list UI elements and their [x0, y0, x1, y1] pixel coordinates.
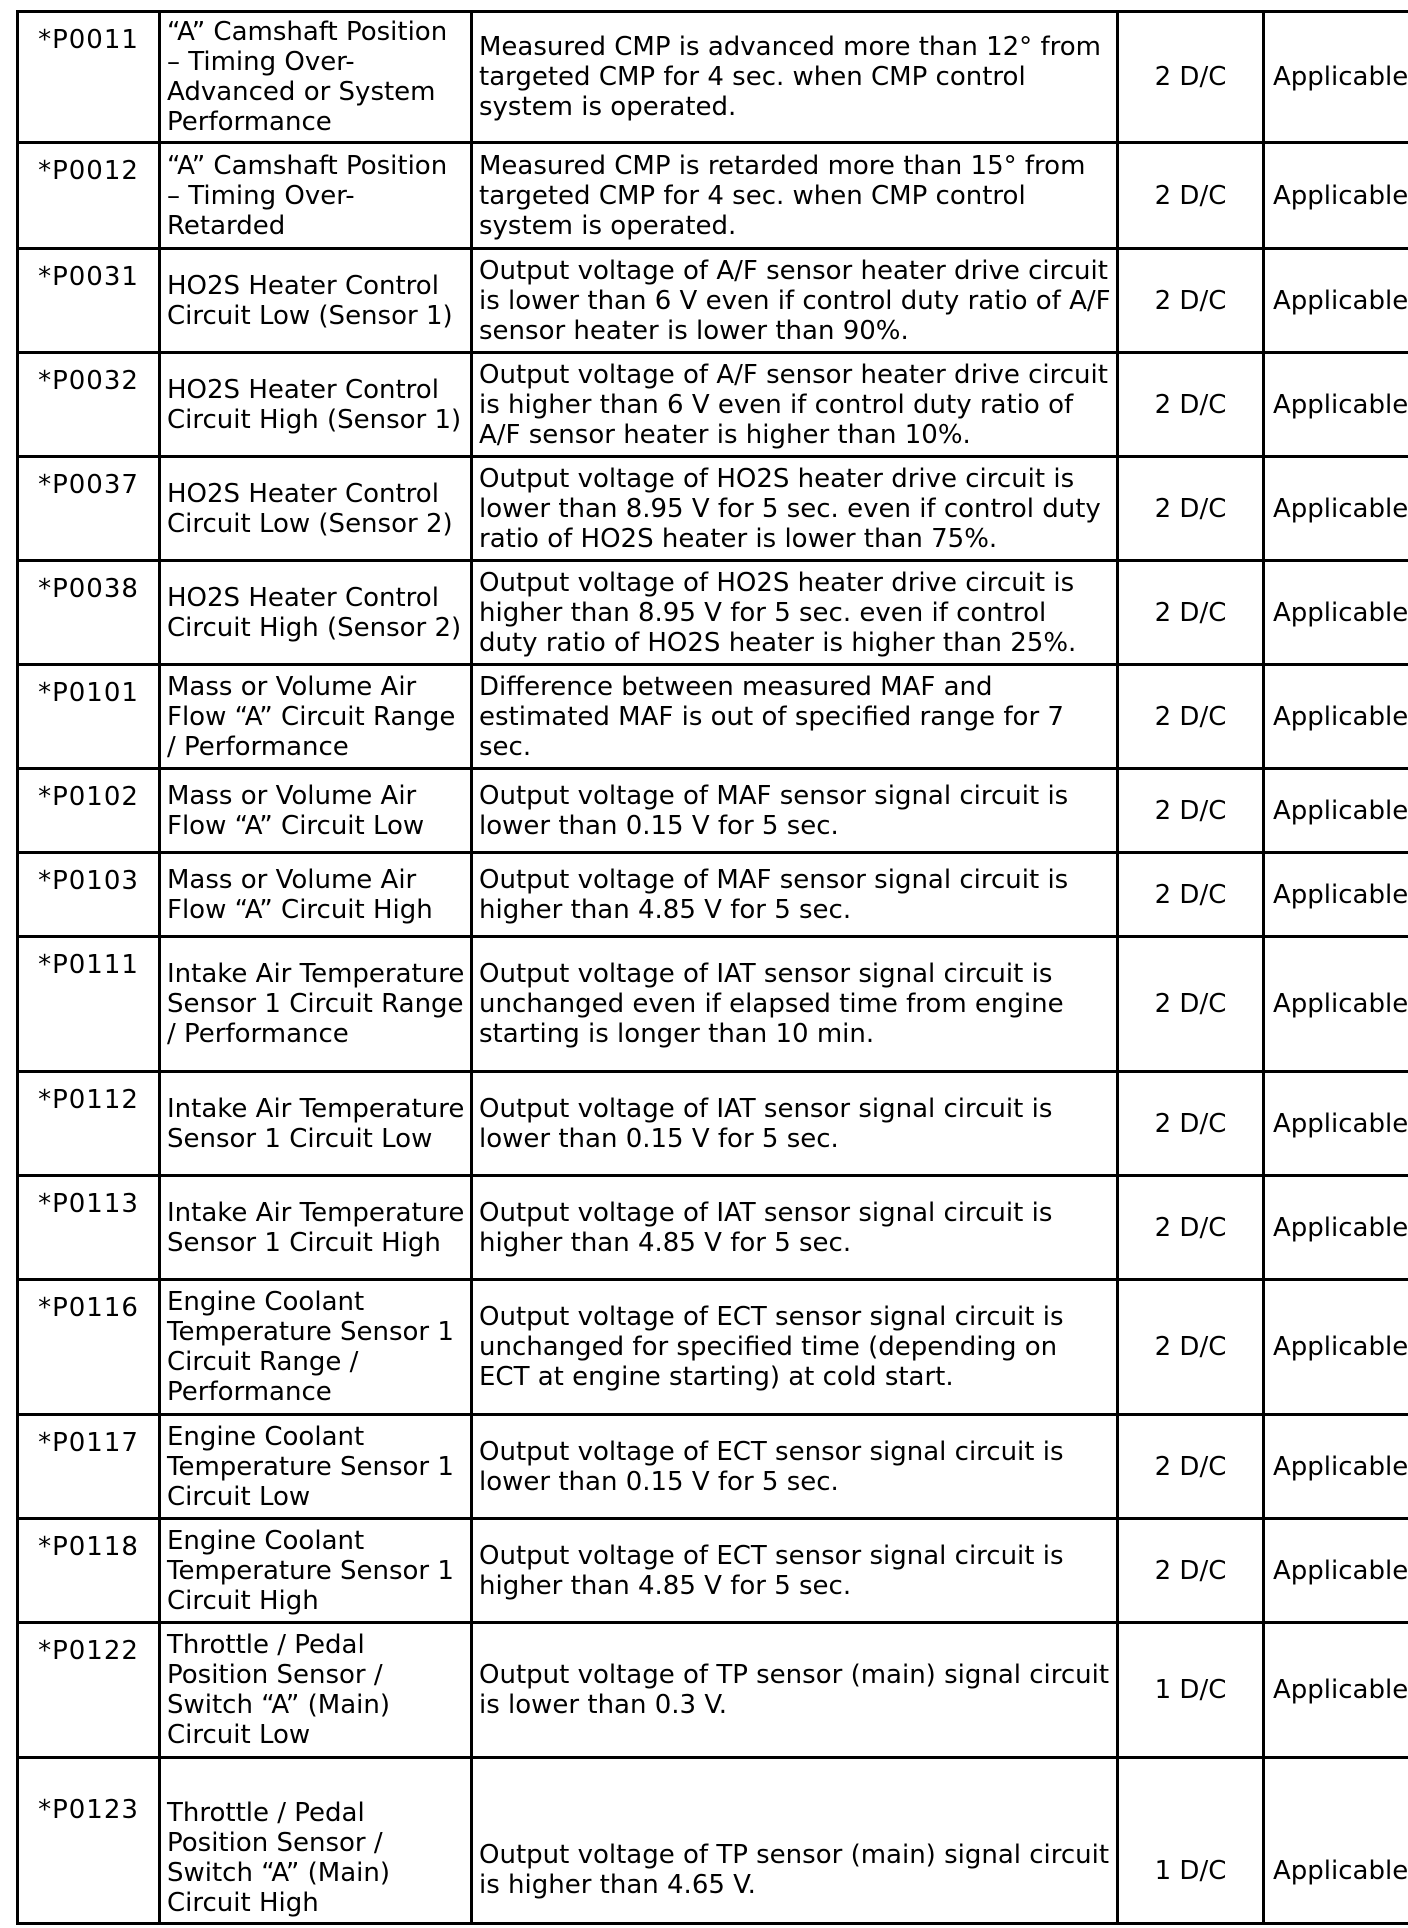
trip-detection: 2 D/C — [1118, 249, 1264, 353]
dtc-code: *P0037 — [18, 457, 160, 561]
mil-status: Applicable — [1264, 665, 1408, 769]
detection-item: “A” Camshaft Position – Timing Over-Advanced or System Performance — [160, 12, 472, 143]
trip-detection: 1 D/C — [1118, 1758, 1264, 1924]
detection-item: Throttle / Pedal Position Sensor / Switch “A” (Main) Circuit Low — [160, 1623, 472, 1758]
dtc-code: *P0122 — [18, 1623, 160, 1758]
dtc-code: *P0113 — [18, 1176, 160, 1280]
mil-status: Applicable — [1264, 853, 1408, 937]
trip-detection: 2 D/C — [1118, 1519, 1264, 1623]
dtc-code: *P0111 — [18, 937, 160, 1072]
dtc-code: *P0103 — [18, 853, 160, 937]
detection-condition: Output voltage of IAT sensor signal circuit is higher than 4.85 V for 5 sec. — [472, 1176, 1118, 1280]
trip-detection: 2 D/C — [1118, 937, 1264, 1072]
dtc-code: *P0101 — [18, 665, 160, 769]
dtc-code: *P0032 — [18, 353, 160, 457]
detection-item: HO2S Heater Control Circuit High (Sensor 2) — [160, 561, 472, 665]
trip-detection: 2 D/C — [1118, 665, 1264, 769]
dtc-code: *P0116 — [18, 1280, 160, 1415]
dtc-code: *P0112 — [18, 1072, 160, 1176]
table-row — [18, 1072, 1408, 1176]
dtc-table — [16, 10, 1408, 1925]
table-row — [18, 937, 1408, 1072]
mil-status: Applicable — [1264, 1519, 1408, 1623]
dtc-code: *P0038 — [18, 561, 160, 665]
dtc-code: *P0011 — [18, 12, 160, 143]
trip-detection: 2 D/C — [1118, 1280, 1264, 1415]
detection-condition: Output voltage of ECT sensor signal circuit is higher than 4.85 V for 5 sec. — [472, 1519, 1118, 1623]
detection-item: Throttle / Pedal Position Sensor / Switch “A” (Main) Circuit High — [160, 1758, 472, 1924]
mil-status: Applicable — [1264, 937, 1408, 1072]
detection-condition: Output voltage of A/F sensor heater drive circuit is higher than 6 V even if control duty ratio of A/F sensor heater is higher than 10%. — [472, 353, 1118, 457]
table-row — [18, 1176, 1408, 1280]
table-row — [18, 457, 1408, 561]
detection-condition: Measured CMP is retarded more than 15° from targeted CMP for 4 sec. when CMP control system is operated. — [472, 143, 1118, 249]
detection-condition: Output voltage of IAT sensor signal circuit is unchanged even if elapsed time from engine starting is longer than 10 min. — [472, 937, 1118, 1072]
mil-status: Applicable — [1264, 1758, 1408, 1924]
table-row — [18, 769, 1408, 853]
detection-condition: Output voltage of A/F sensor heater drive circuit is lower than 6 V even if control duty ratio of A/F sensor heater is lower than 90%. — [472, 249, 1118, 353]
mil-status: Applicable — [1264, 1623, 1408, 1758]
table-row — [18, 665, 1408, 769]
detection-item: “A” Camshaft Position – Timing Over-Retarded — [160, 143, 472, 249]
table-row — [18, 1415, 1408, 1519]
trip-detection: 2 D/C — [1118, 561, 1264, 665]
mil-status: Applicable — [1264, 1176, 1408, 1280]
mil-status: Applicable — [1264, 1072, 1408, 1176]
detection-condition: Output voltage of HO2S heater drive circuit is lower than 8.95 V for 5 sec. even if control duty ratio of HO2S heater is lower than 75%. — [472, 457, 1118, 561]
table-row — [18, 249, 1408, 353]
detection-item: Mass or Volume Air Flow “A” Circuit Range / Performance — [160, 665, 472, 769]
detection-condition: Output voltage of TP sensor (main) signal circuit is higher than 4.65 V. — [472, 1758, 1118, 1924]
trip-detection: 2 D/C — [1118, 143, 1264, 249]
trip-detection: 2 D/C — [1118, 1415, 1264, 1519]
detection-condition: Output voltage of MAF sensor signal circuit is lower than 0.15 V for 5 sec. — [472, 769, 1118, 853]
detection-item: Engine Coolant Temperature Sensor 1 Circuit Range / Performance — [160, 1280, 472, 1415]
table-row — [18, 143, 1408, 249]
table-row — [18, 1623, 1408, 1758]
dtc-code: *P0031 — [18, 249, 160, 353]
detection-item: Intake Air Temperature Sensor 1 Circuit Low — [160, 1072, 472, 1176]
table-row — [18, 561, 1408, 665]
dtc-code: *P0123 — [18, 1758, 160, 1924]
detection-item: Mass or Volume Air Flow “A” Circuit High — [160, 853, 472, 937]
table-row — [18, 353, 1408, 457]
detection-condition: Output voltage of MAF sensor signal circuit is higher than 4.85 V for 5 sec. — [472, 853, 1118, 937]
trip-detection: 2 D/C — [1118, 353, 1264, 457]
dtc-code: *P0117 — [18, 1415, 160, 1519]
trip-detection: 2 D/C — [1118, 1072, 1264, 1176]
table-row — [18, 12, 1408, 143]
trip-detection: 2 D/C — [1118, 457, 1264, 561]
mil-status: Applicable — [1264, 249, 1408, 353]
detection-item: Engine Coolant Temperature Sensor 1 Circuit High — [160, 1519, 472, 1623]
mil-status: Applicable — [1264, 457, 1408, 561]
detection-item: Mass or Volume Air Flow “A” Circuit Low — [160, 769, 472, 853]
detection-item: Intake Air Temperature Sensor 1 Circuit Range / Performance — [160, 937, 472, 1072]
table-row — [18, 853, 1408, 937]
detection-condition: Output voltage of HO2S heater drive circuit is higher than 8.95 V for 5 sec. even if control duty ratio of HO2S heater is higher than 25%. — [472, 561, 1118, 665]
trip-detection: 2 D/C — [1118, 1176, 1264, 1280]
mil-status: Applicable — [1264, 353, 1408, 457]
trip-detection: 2 D/C — [1118, 769, 1264, 853]
table-row — [18, 1280, 1408, 1415]
detection-condition: Output voltage of TP sensor (main) signal circuit is lower than 0.3 V. — [472, 1623, 1118, 1758]
detection-item: HO2S Heater Control Circuit High (Sensor 1) — [160, 353, 472, 457]
table-row — [18, 1758, 1408, 1924]
detection-item: HO2S Heater Control Circuit Low (Sensor 1) — [160, 249, 472, 353]
detection-condition: Output voltage of ECT sensor signal circuit is unchanged for specified time (depending on ECT at engine starting) at cold start. — [472, 1280, 1118, 1415]
detection-item: Intake Air Temperature Sensor 1 Circuit High — [160, 1176, 472, 1280]
detection-item: Engine Coolant Temperature Sensor 1 Circuit Low — [160, 1415, 472, 1519]
detection-condition: Output voltage of IAT sensor signal circuit is lower than 0.15 V for 5 sec. — [472, 1072, 1118, 1176]
detection-item: HO2S Heater Control Circuit Low (Sensor 2) — [160, 457, 472, 561]
trip-detection: 1 D/C — [1118, 1623, 1264, 1758]
detection-condition: Difference between measured MAF and estimated MAF is out of specified range for 7 sec. — [472, 665, 1118, 769]
mil-status: Applicable — [1264, 561, 1408, 665]
mil-status: Applicable — [1264, 1280, 1408, 1415]
trip-detection: 2 D/C — [1118, 12, 1264, 143]
dtc-code: *P0118 — [18, 1519, 160, 1623]
mil-status: Applicable — [1264, 143, 1408, 249]
mil-status: Applicable — [1264, 1415, 1408, 1519]
dtc-code: *P0102 — [18, 769, 160, 853]
detection-condition: Output voltage of ECT sensor signal circuit is lower than 0.15 V for 5 sec. — [472, 1415, 1118, 1519]
mil-status: Applicable — [1264, 12, 1408, 143]
dtc-code: *P0012 — [18, 143, 160, 249]
table-row — [18, 1519, 1408, 1623]
mil-status: Applicable — [1264, 769, 1408, 853]
trip-detection: 2 D/C — [1118, 853, 1264, 937]
detection-condition: Measured CMP is advanced more than 12° from targeted CMP for 4 sec. when CMP control system is operated. — [472, 12, 1118, 143]
